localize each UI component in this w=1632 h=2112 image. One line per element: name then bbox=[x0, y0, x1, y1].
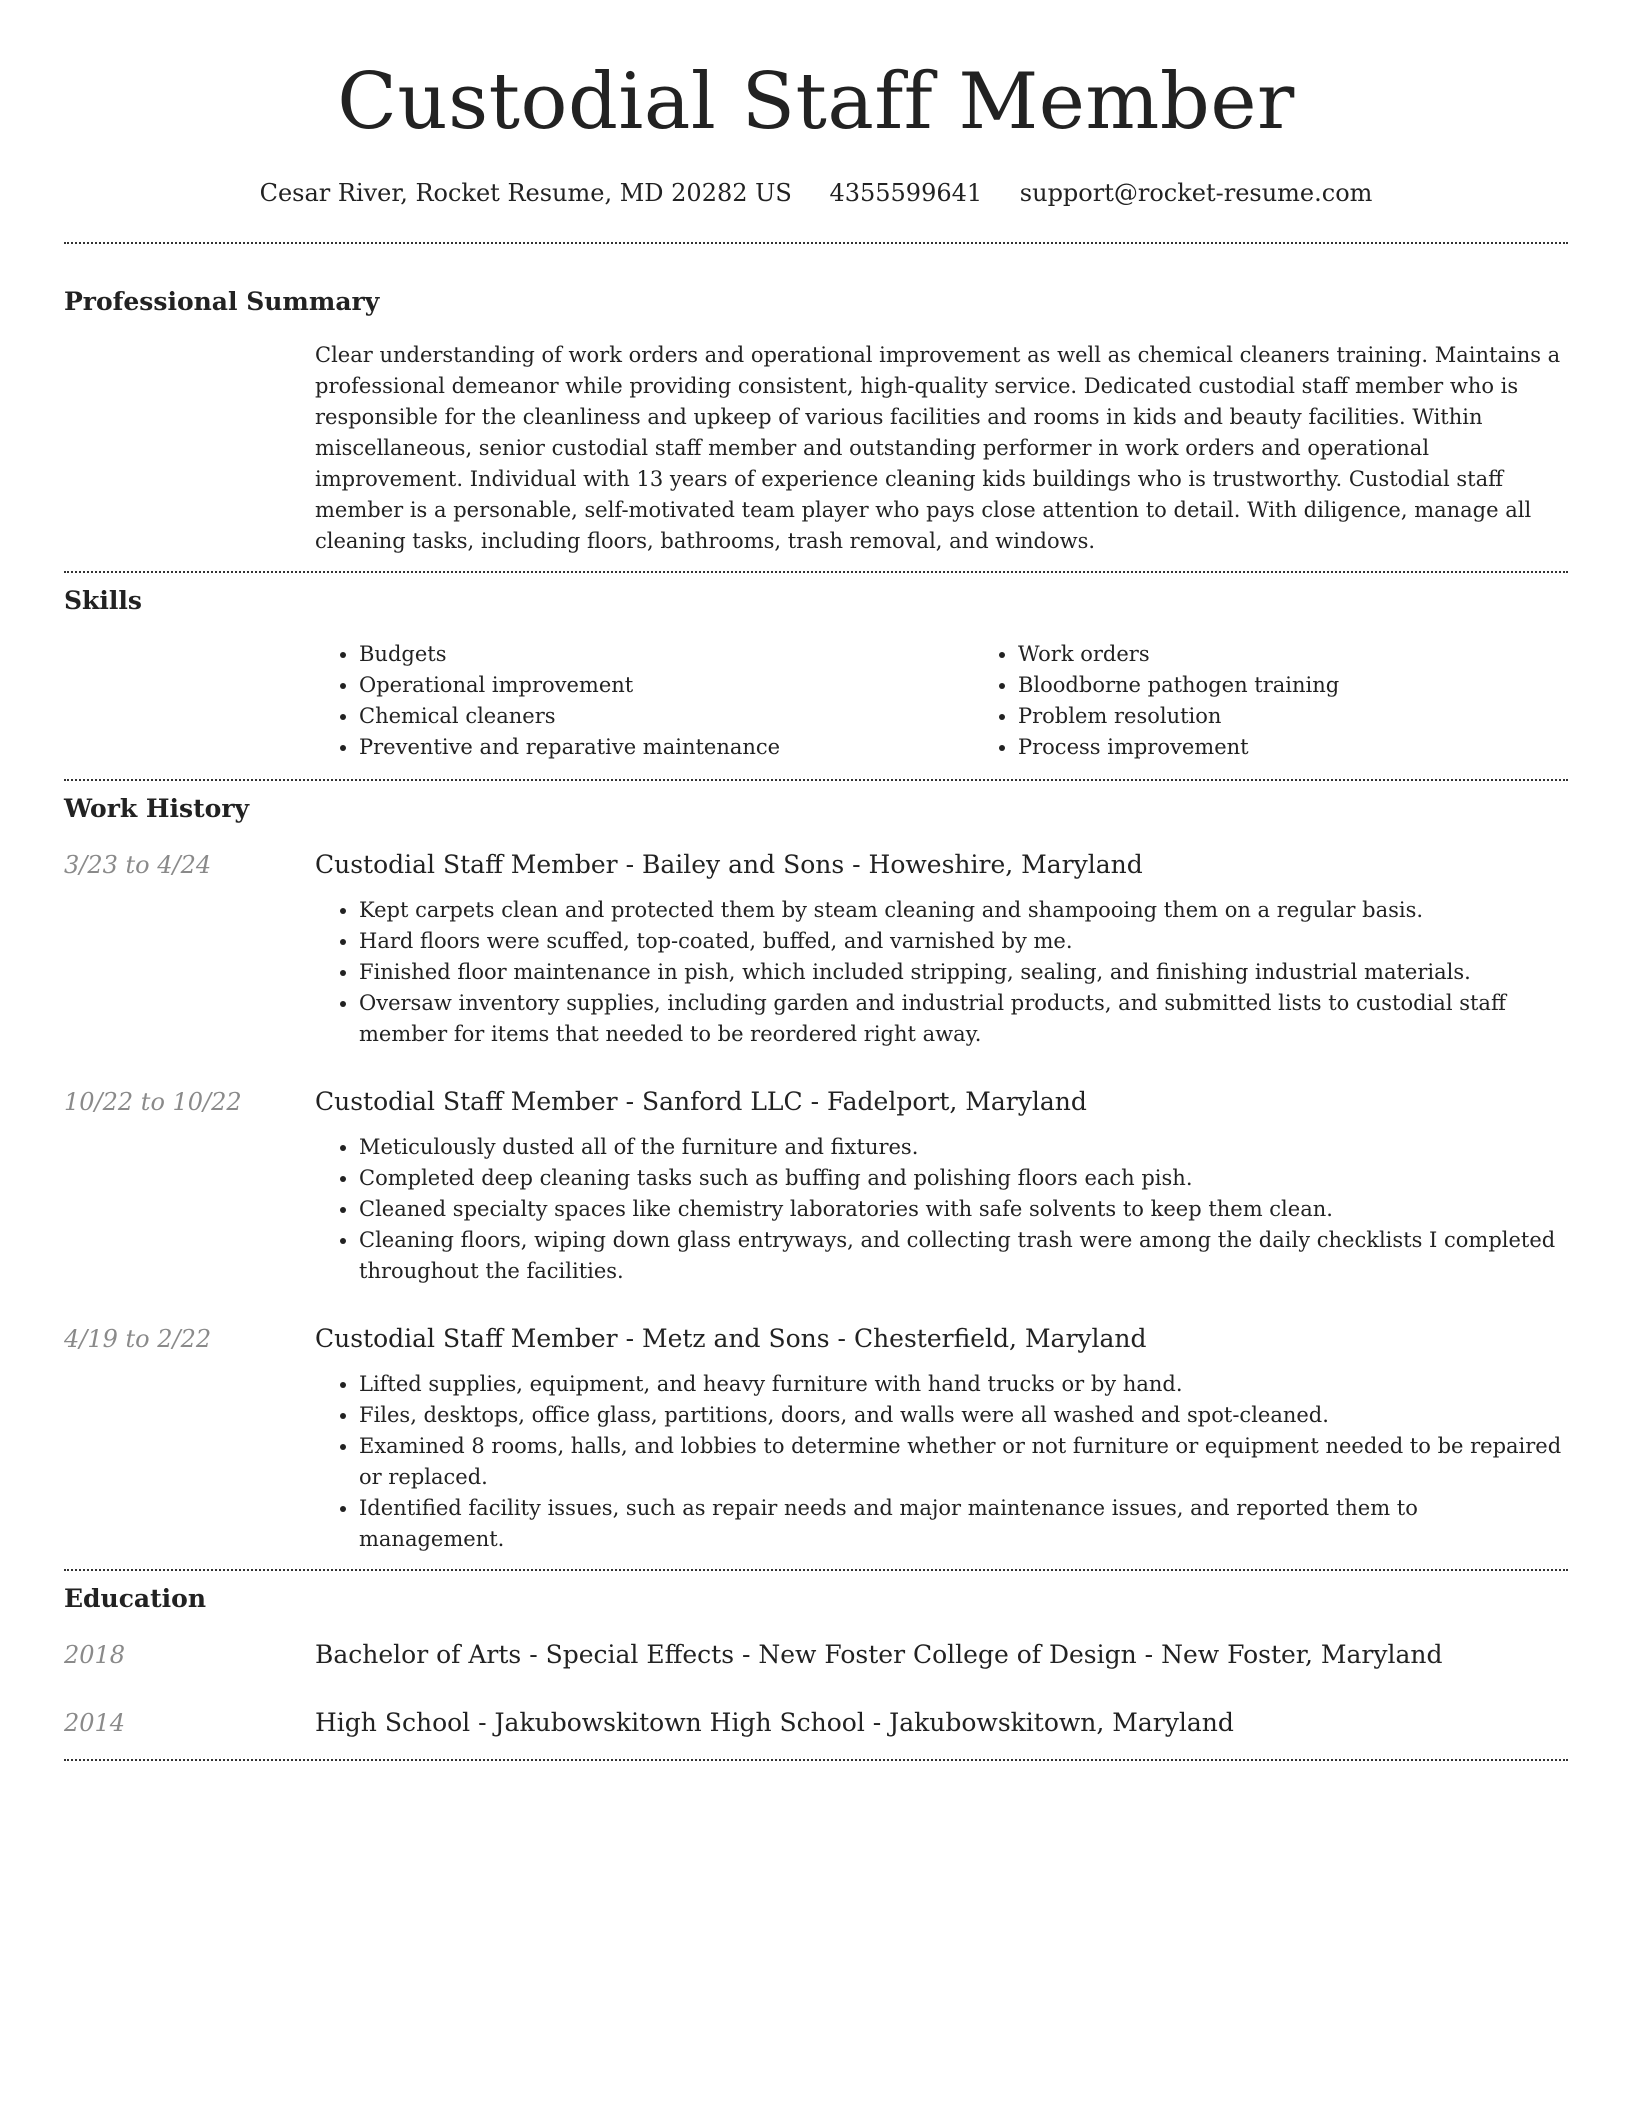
contact-phone: 4355599641 bbox=[829, 179, 983, 207]
summary-row bbox=[64, 340, 1568, 557]
job-details bbox=[315, 1323, 1568, 1555]
skill-item: • Bloodborne pathogen training bbox=[1018, 670, 1632, 701]
education-heading: High School - Jakubowskitown High School - Jakubowskitown, Maryland bbox=[315, 1708, 1234, 1737]
skill-item: • Budgets bbox=[359, 639, 974, 670]
job-bullet: • Kept carpets clean and protected them by steam cleaning and shampooing them on a regular basis. bbox=[359, 895, 1568, 926]
skills-columns bbox=[315, 639, 1632, 763]
job-bullet: • Identified facility issues, such as repair needs and major maintenance issues, and reported them to management. bbox=[359, 1493, 1568, 1555]
job-dates: 10/22 to 10/22 bbox=[64, 1088, 242, 1116]
summary-text: Clear understanding of work orders and operational improvement as well as chemical cleaners training. Maintains a professional demeanor while providing consistent, high-quality service. Dedicated custodial staff member who is responsible for the cleanliness and upkeep of various facilities and rooms in kids and beauty facilities. Within miscellaneous, senior custodial staff member and outstanding performer in work orders and operational improvement. Individual with 13 years of experience cleaning kids buildings who is trustworthy. Custodial staff member is a personable, self-motivated team player who pays close attention to detail. With diligence, manage all cleaning tasks, including floors, bathrooms, trash removal, and windows. bbox=[315, 343, 1561, 553]
job-dates: 3/23 to 4/24 bbox=[64, 851, 212, 879]
education-section bbox=[64, 1571, 1568, 1739]
job-entry bbox=[64, 1323, 1568, 1555]
job-entry bbox=[64, 1086, 1568, 1287]
skill-item: • Problem resolution bbox=[1018, 701, 1632, 732]
job-bullets bbox=[315, 1369, 1568, 1555]
summary-title: Professional Summary bbox=[64, 287, 380, 316]
job-entry bbox=[64, 849, 1568, 1050]
skill-item: • Operational improvement bbox=[359, 670, 974, 701]
job-bullet: • Cleaned specialty spaces like chemistry laboratories with safe solvents to keep them clean. bbox=[359, 1194, 1568, 1225]
job-heading: Custodial Staff Member - Metz and Sons - Chesterfield, Maryland bbox=[315, 1324, 1147, 1353]
contact-address: Cesar River, Rocket Resume, MD 20282 US bbox=[259, 179, 792, 207]
education-year: 2014 bbox=[64, 1709, 126, 1737]
resume-header bbox=[64, 0, 1568, 208]
work-history-title: Work History bbox=[64, 794, 250, 823]
job-bullet: • Lifted supplies, equipment, and heavy furniture with hand trucks or by hand. bbox=[359, 1369, 1568, 1400]
skills-title: Skills bbox=[64, 586, 142, 615]
summary-body bbox=[315, 340, 1568, 557]
section-divider bbox=[64, 1759, 1568, 1761]
job-details bbox=[315, 849, 1568, 1050]
skills-section bbox=[64, 573, 1568, 763]
job-heading: Custodial Staff Member - Bailey and Sons - Howeshire, Maryland bbox=[315, 850, 1143, 879]
job-bullet: • Examined 8 rooms, halls, and lobbies to determine whether or not furniture or equipment needed to be repaired or replaced. bbox=[359, 1431, 1568, 1493]
skill-item: • Preventive and reparative maintenance bbox=[359, 732, 974, 763]
job-bullet: • Hard floors were scuffed, top-coated, buffed, and varnished by me. bbox=[359, 926, 1568, 957]
education-title: Education bbox=[64, 1584, 207, 1613]
job-bullet: • Finished floor maintenance in pish, which included stripping, sealing, and finishing industrial materials. bbox=[359, 957, 1568, 988]
skills-list-right bbox=[974, 639, 1632, 763]
job-details bbox=[315, 1086, 1568, 1287]
summary-section bbox=[64, 244, 1568, 557]
job-bullet: • Completed deep cleaning tasks such as buffing and polishing floors each pish. bbox=[359, 1163, 1568, 1194]
job-bullets bbox=[315, 895, 1568, 1050]
work-history-section bbox=[64, 781, 1568, 1555]
skill-item: • Process improvement bbox=[1018, 732, 1632, 763]
contact-line bbox=[64, 178, 1568, 208]
job-heading: Custodial Staff Member - Sanford LLC - Fadelport, Maryland bbox=[315, 1087, 1087, 1116]
skills-list-left bbox=[315, 639, 974, 763]
education-year: 2018 bbox=[64, 1641, 126, 1669]
education-entry bbox=[64, 1639, 1568, 1671]
candidate-name: Custodial Staff Member bbox=[337, 57, 1295, 147]
skill-item: • Work orders bbox=[1018, 639, 1632, 670]
job-dates: 4/19 to 2/22 bbox=[64, 1325, 212, 1353]
job-bullet: • Oversaw inventory supplies, including garden and industrial products, and submitted lists to custodial staff member for items that needed to be reordered right away. bbox=[359, 988, 1568, 1050]
education-heading: Bachelor of Arts - Special Effects - New Foster College of Design - New Foster, Maryland bbox=[315, 1640, 1443, 1669]
job-bullet: • Cleaning floors, wiping down glass entryways, and collecting trash were among the daily checklists I completed throughout the facilities. bbox=[359, 1225, 1568, 1287]
education-entry bbox=[64, 1707, 1568, 1739]
job-bullets bbox=[315, 1132, 1568, 1287]
job-bullet: • Meticulously dusted all of the furniture and fixtures. bbox=[359, 1132, 1568, 1163]
job-bullet: • Files, desktops, office glass, partitions, doors, and walls were all washed and spot-cleaned. bbox=[359, 1400, 1568, 1431]
skills-row bbox=[64, 639, 1568, 763]
skill-item: • Chemical cleaners bbox=[359, 701, 974, 732]
contact-email: support@rocket-resume.com bbox=[1019, 179, 1373, 207]
